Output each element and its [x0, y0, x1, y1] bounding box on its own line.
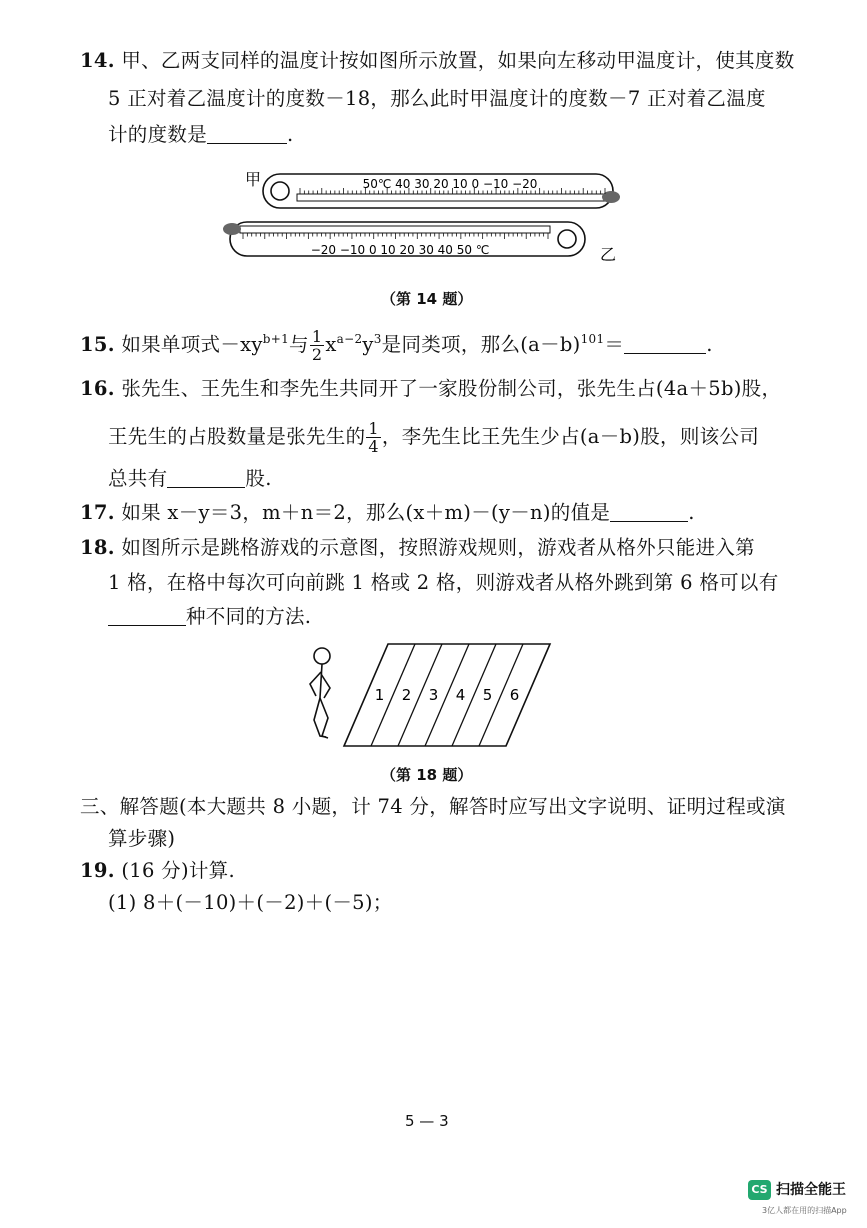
q17-line: [80, 500, 695, 526]
q14-text-1: 甲、乙两支同样的温度计按如图所示放置，如果向左移动甲温度计，使其度数: [121, 49, 795, 72]
page-number: 5 — 3: [405, 1112, 449, 1130]
q18-text-1: 如图所示是跳格游戏的示意图，按照游戏规则，游戏者从格外只能进入第: [121, 536, 755, 559]
hop-cell-5: 5: [482, 686, 493, 704]
q14-line3: [108, 122, 294, 148]
q17-end: .: [688, 501, 695, 524]
q15-mid2: x: [325, 333, 337, 356]
q15-answer-blank[interactable]: [624, 333, 706, 354]
hop-cell-1: 1: [374, 686, 385, 704]
q15-mid3: y: [362, 333, 374, 356]
q15-number: 15.: [80, 333, 115, 356]
therm-yi: [223, 222, 585, 257]
q18-caption: （第 18 题）: [381, 766, 473, 784]
q14-line2: 5 正对着乙温度计的度数－18，那么此时甲温度计的度数－7 正对着乙温度: [108, 87, 766, 110]
q18-number: 18.: [80, 536, 115, 559]
camscanner-logo: CS: [748, 1180, 771, 1200]
q15-eq: ＝: [604, 333, 625, 356]
q19-text: (16 分)计算.: [121, 859, 235, 882]
q18-line2: 1 格，在格中每次可向前跳 1 格或 2 格，则游戏者从格外跳到第 6 格可以有: [108, 571, 779, 594]
therm-yi-scale: −20 −10 0 10 20 30 40 50 ℃: [310, 243, 490, 257]
hop-cell-3: 3: [428, 686, 439, 704]
camscanner-tagline: 3亿人都在用的扫描App: [762, 1206, 847, 1215]
q16-text-2b: ，李先生比王先生少占(a－b)股，则该公司: [381, 425, 760, 448]
hop-cell-6: 6: [509, 686, 520, 704]
q19-number: 19.: [80, 859, 115, 882]
q16-text-1: 张先生、王先生和李先生共同开了一家股份制公司，张先生占(4a＋5b)股，: [121, 377, 782, 400]
q16-number: 16.: [80, 377, 115, 400]
q14-answer-blank[interactable]: [207, 123, 287, 144]
section3-line2: 算步骤): [108, 827, 176, 850]
q16-fraction: [366, 420, 380, 455]
q16-answer-blank[interactable]: [167, 467, 245, 488]
therm-jia: [263, 174, 620, 208]
thermometer-figure: [215, 168, 635, 278]
q14-caption: （第 14 题）: [381, 290, 473, 308]
q15-post: 是同类项，那么(a－b): [381, 333, 581, 356]
q19-sub1: (1) 8＋(－10)＋(－2)＋(－5)；: [108, 891, 393, 914]
hopscotch-figure: [300, 640, 560, 752]
q15-line: [80, 328, 713, 363]
q15-text-pre: 如果单项式－xy: [121, 333, 263, 356]
q14-text-3: 计的度数是: [108, 123, 208, 146]
hop-cell-4: 4: [455, 686, 466, 704]
q16-text-3b: 股.: [245, 467, 272, 490]
q19-line: [80, 858, 235, 884]
q16-text-3a: 总共有: [108, 467, 168, 490]
q17-answer-blank[interactable]: [610, 501, 688, 522]
camscanner-name: 扫描全能王: [776, 1182, 846, 1198]
q16-line1: [80, 376, 781, 402]
q18-answer-blank[interactable]: [108, 605, 186, 626]
therm-jia-label: 甲: [245, 170, 262, 189]
section3-line1: 三、解答题(本大题共 8 小题，计 74 分，解答时应写出文字说明、证明过程或演: [80, 795, 786, 818]
q18-line3: [108, 604, 311, 630]
q16-frac-num: 1: [368, 419, 379, 438]
q18-text-3: 种不同的方法.: [186, 605, 312, 628]
q15-exp4: 101: [580, 332, 605, 346]
q15-mid1: 与: [289, 333, 309, 356]
hop-cell-2: 2: [401, 686, 412, 704]
q14-line1: [80, 48, 795, 74]
therm-yi-label: 乙: [600, 245, 617, 264]
q15-exp1: b+1: [262, 332, 290, 346]
q14-number: 14.: [80, 49, 115, 72]
q16-text-2a: 王先生的占股数量是张先生的: [108, 425, 366, 448]
q16-line2: [108, 420, 759, 455]
q16-line3: [108, 466, 272, 492]
q15-exp2: a−2: [336, 332, 363, 346]
q15-fraction: [310, 328, 324, 363]
q16-frac-den: 4: [368, 437, 379, 456]
q14-end: .: [287, 123, 294, 146]
q15-frac-num: 1: [311, 327, 323, 346]
q15-end: .: [706, 333, 713, 356]
therm-jia-scale: 50℃ 40 30 20 10 0 −10 −20: [362, 177, 538, 191]
q17-text: 如果 x－y＝3，m＋n＝2，那么(x＋m)－(y－n)的值是: [121, 501, 611, 524]
q15-frac-den: 2: [311, 345, 323, 364]
q18-line1: [80, 535, 755, 561]
q15-exp3: 3: [373, 332, 382, 346]
stick-figure: [310, 648, 330, 738]
q17-number: 17.: [80, 501, 115, 524]
